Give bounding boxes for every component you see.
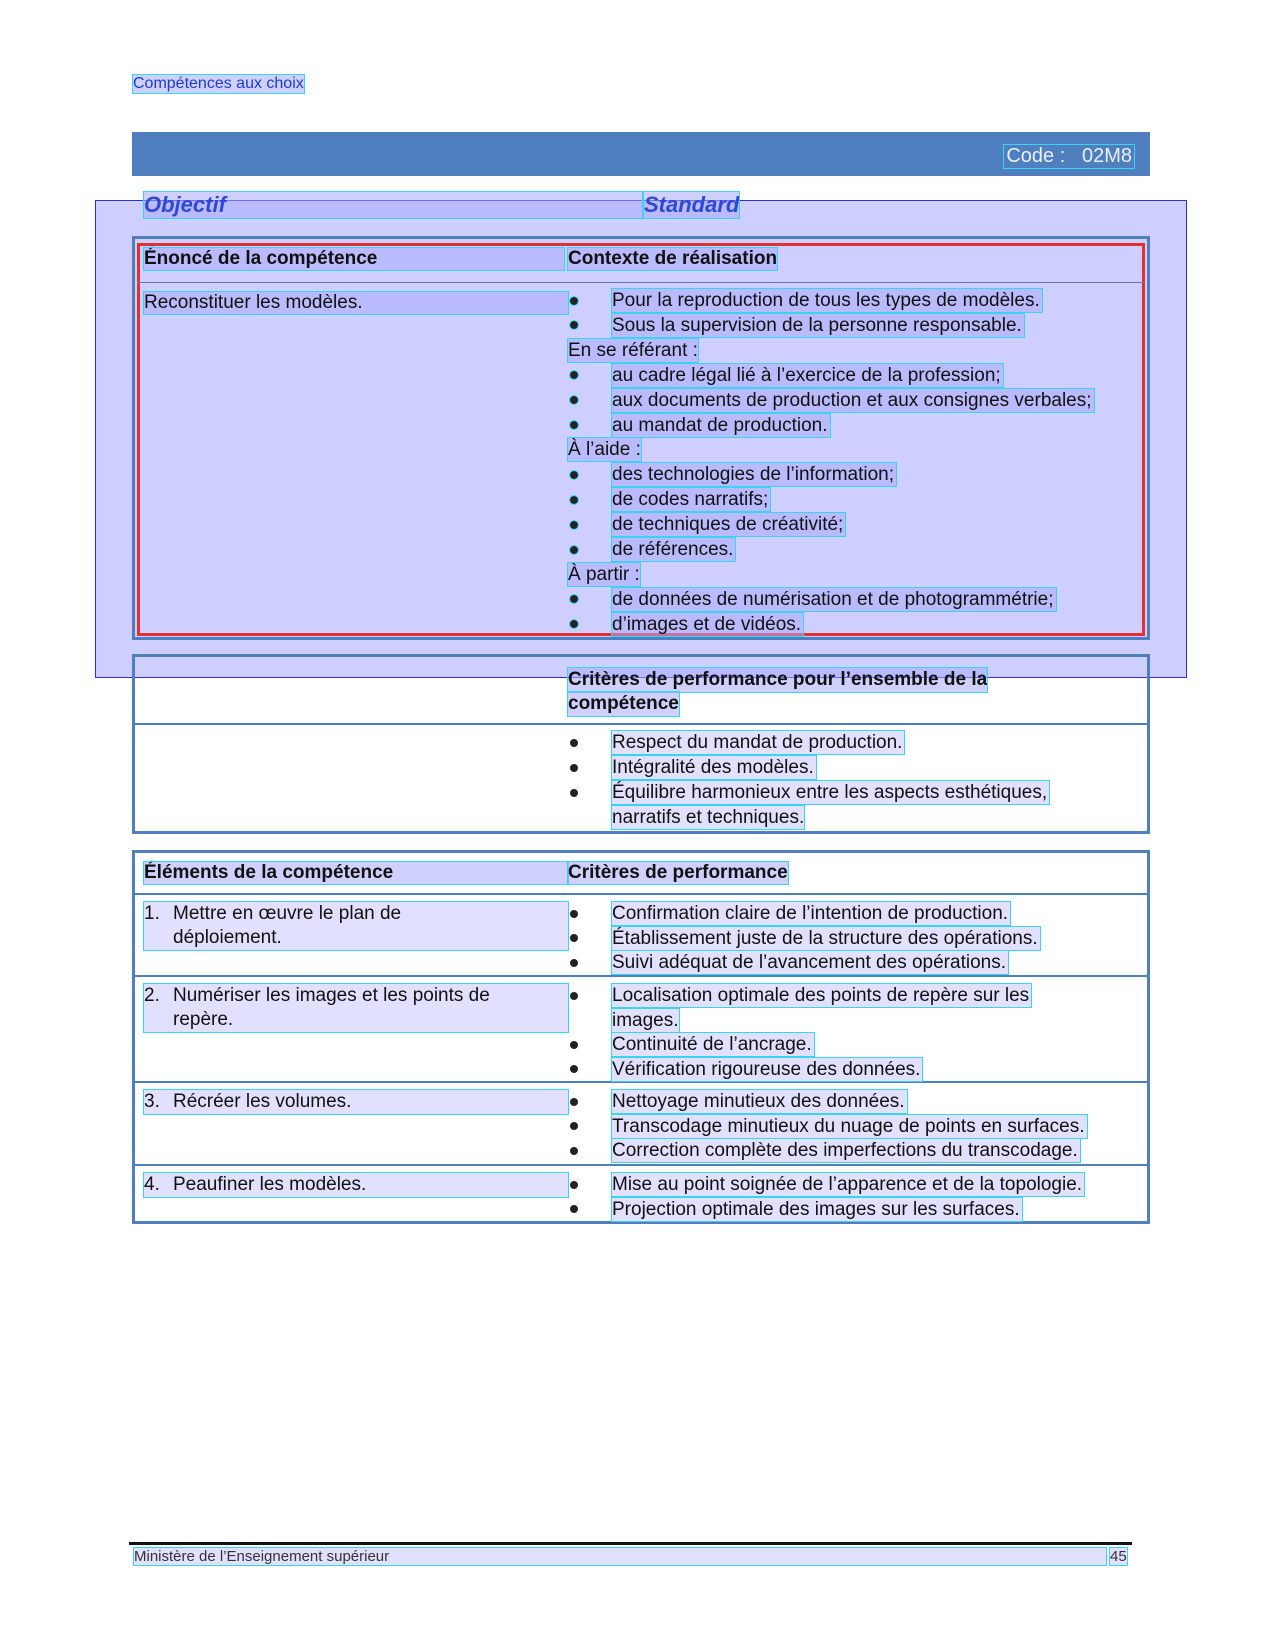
code-value: 02M8 <box>1081 145 1132 167</box>
bullet-text: d’images et de vidéos. <box>612 613 802 635</box>
bullet-icon <box>570 789 578 797</box>
bullet-text: aux documents de production et aux consignes verbales; <box>612 389 1092 411</box>
criteria-column-header: Critères de performance <box>568 862 788 883</box>
footer-rule <box>129 1542 1132 1545</box>
bullet-text-continued: images. <box>612 1009 679 1031</box>
bullet-text: Transcodage minutieux du nuage de points en surfaces. <box>612 1115 1085 1137</box>
element-text-line1: Numériser les images et les points de <box>173 985 490 1006</box>
bullet-text: Intégralité des modèles. <box>612 757 814 778</box>
code-banner <box>132 132 1150 176</box>
bullet-text-continued: narratifs et techniques. <box>612 807 805 828</box>
context-item <box>568 463 895 486</box>
bullet-text: Projection optimale des images sur les surfaces. <box>612 1198 1020 1220</box>
context-item <box>568 488 769 511</box>
bullet-icon <box>570 959 578 967</box>
element-number: 3. <box>144 1091 160 1112</box>
bullet-text: Équilibre harmonieux entre les aspects esthétiques, <box>612 782 1048 803</box>
elements-column-header: Éléments de la compétence <box>144 862 568 884</box>
bullet-icon <box>570 739 578 747</box>
objective-heading: Objectif <box>144 192 642 218</box>
bullet-text: Correction complète des imperfections du transcodage. <box>612 1140 1078 1161</box>
competency-code <box>1004 145 1134 168</box>
bullet-icon <box>570 992 578 1000</box>
context-item <box>568 414 828 437</box>
performance-criterion <box>568 902 1009 925</box>
element-number: 1. <box>144 903 160 924</box>
element-text-line2: repère. <box>173 1009 234 1030</box>
context-label: En se référant : <box>568 339 698 361</box>
bullet-icon <box>570 1147 578 1155</box>
performance-criterion <box>568 927 1038 950</box>
bullet-icon <box>570 910 578 918</box>
table-divider <box>135 1081 1147 1083</box>
bullet-text: Pour la reproduction de tous les types de modèles. <box>612 290 1040 311</box>
bullet-icon <box>570 496 578 504</box>
element-text-line2: déploiement. <box>173 927 282 948</box>
context-item <box>568 314 1022 337</box>
bullet-icon <box>570 471 578 479</box>
bullet-icon <box>570 1181 578 1189</box>
performance-criterion <box>568 1139 1078 1162</box>
element-text-line1: Récréer les volumes. <box>173 1091 352 1112</box>
bullet-icon <box>570 1122 578 1130</box>
bullet-text: au mandat de production. <box>612 414 828 436</box>
bullet-icon <box>570 1205 578 1213</box>
bullet-icon <box>570 595 578 603</box>
bullet-text: de techniques de créativité; <box>612 514 844 536</box>
bullet-icon <box>570 620 578 628</box>
context-item <box>568 389 1092 412</box>
competency-element <box>144 1090 568 1114</box>
bullet-icon <box>570 1065 578 1073</box>
bullet-icon <box>570 421 578 429</box>
code-label: Code : <box>1006 145 1066 167</box>
bullet-icon <box>570 521 578 529</box>
bullet-icon <box>570 546 578 554</box>
bullet-text: de données de numérisation et de photogrammétrie; <box>612 588 1054 610</box>
bullet-text: Respect du mandat de production. <box>612 732 903 753</box>
element-number: 2. <box>144 985 160 1006</box>
performance-criterion <box>568 1173 1083 1196</box>
bullet-icon <box>570 1041 578 1049</box>
standard-heading: Standard <box>644 192 740 217</box>
footer-ministry: Ministère de l’Enseignement supérieur <box>134 1548 1106 1565</box>
bullet-text: Localisation optimale des points de repère sur les <box>612 985 1030 1006</box>
performance-criterion <box>568 984 1030 1007</box>
context-item <box>568 588 1054 611</box>
performance-criterion <box>568 1115 1085 1138</box>
competency-element <box>144 902 568 950</box>
overall-criteria-header-line1: Critères de performance pour l’ensemble de la <box>568 669 988 690</box>
table-divider <box>135 1164 1147 1166</box>
table-divider <box>135 723 1147 725</box>
table-divider <box>137 282 1145 283</box>
context-item <box>568 613 802 636</box>
competency-statement: Reconstituer les modèles. <box>144 292 568 314</box>
bullet-text: Vérification rigoureuse des données. <box>612 1058 921 1080</box>
bullet-icon <box>570 1098 578 1106</box>
bullet-text: Nettoyage minutieux des données. <box>612 1091 905 1112</box>
bullet-icon <box>570 321 578 329</box>
bullet-icon <box>570 764 578 772</box>
performance-criterion <box>568 951 1006 974</box>
statement-column-header: Énoncé de la compétence <box>144 248 564 270</box>
bullet-text: de codes narratifs; <box>612 489 769 511</box>
performance-criterion <box>568 1198 1020 1221</box>
performance-criterion <box>568 1090 905 1113</box>
bullet-text: Sous la supervision de la personne responsable. <box>612 314 1022 336</box>
overall-criterion <box>568 756 814 779</box>
element-text-line1: Mettre en œuvre le plan de <box>173 903 402 924</box>
competency-element <box>144 1173 568 1197</box>
context-item <box>568 364 1001 387</box>
bullet-text: Continuité de l’ancrage. <box>612 1034 812 1055</box>
context-column-header: Contexte de réalisation <box>568 248 778 269</box>
bullet-text: Confirmation claire de l’intention de production. <box>612 903 1009 924</box>
bullet-icon <box>570 371 578 379</box>
document-running-title: Compétences aux choix <box>133 75 304 92</box>
bullet-text: au cadre légal lié à l’exercice de la profession; <box>612 364 1001 386</box>
bullet-text: Mise au point soignée de l’apparence et de la topologie. <box>612 1174 1083 1195</box>
bullet-icon <box>570 297 578 305</box>
table-divider <box>135 893 1147 895</box>
bullet-icon <box>570 396 578 404</box>
context-label: À l’aide : <box>568 439 641 461</box>
context-label: À partir : <box>568 563 640 585</box>
bullet-text: Établissement juste de la structure des opérations. <box>612 927 1038 949</box>
bullet-icon <box>570 934 578 942</box>
bullet-text: de références. <box>612 539 734 560</box>
overall-criterion <box>568 781 1048 804</box>
table-divider <box>135 975 1147 977</box>
context-item <box>568 538 734 561</box>
performance-criterion <box>568 1033 812 1056</box>
bullet-text: Suivi adéquat de l’avancement des opérations. <box>612 952 1006 973</box>
element-text-line1: Peaufiner les modèles. <box>173 1174 367 1195</box>
overall-criterion <box>568 731 903 754</box>
context-item <box>568 513 844 536</box>
competency-element <box>144 984 568 1032</box>
element-number: 4. <box>144 1174 160 1195</box>
context-item <box>568 289 1040 312</box>
bullet-text: des technologies de l’information; <box>612 464 895 486</box>
page-number: 45 <box>1110 1548 1127 1565</box>
overall-criteria-header-line2: compétence <box>568 693 679 714</box>
performance-criterion <box>568 1058 921 1081</box>
